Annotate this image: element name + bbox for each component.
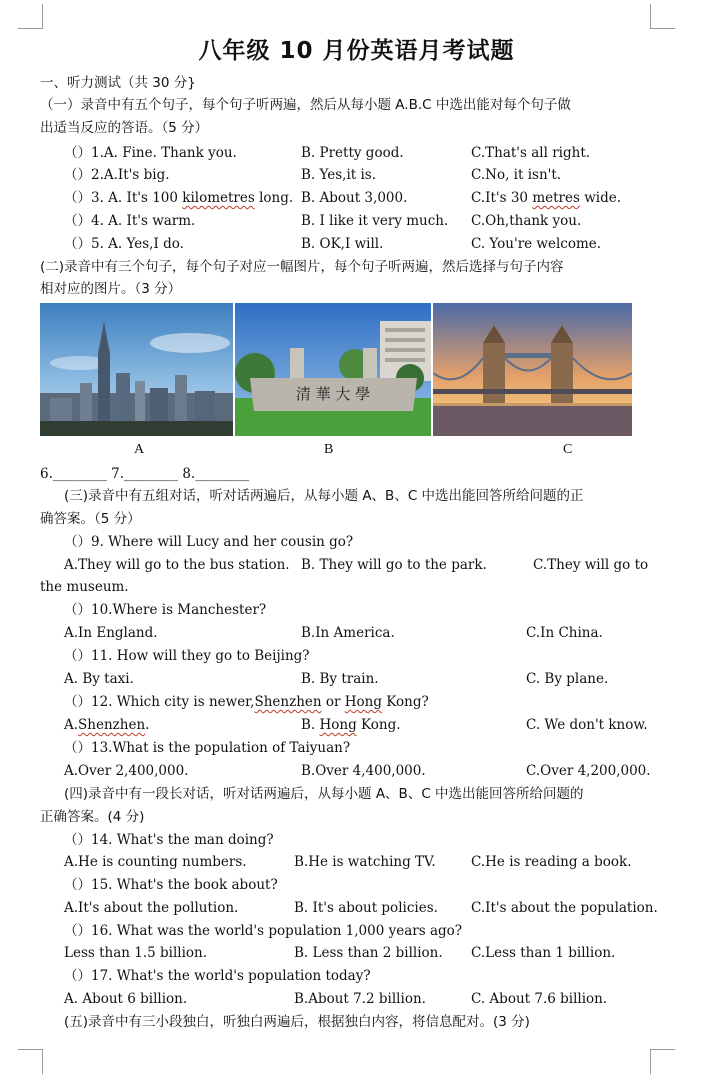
page-title: 八年级 10 月份英语月考试题 (198, 38, 515, 64)
option-b: B. By train. (301, 671, 379, 687)
option-a: A.Over 2,400,000. (64, 763, 189, 779)
question-5: （）5. A. Yes,I do. (64, 236, 184, 252)
option-b: B. I like it very much. (301, 213, 449, 229)
option-b (301, 716, 401, 734)
part2-instruction: (二)录音中有三个句子，每个句子对应一幅图片，每个句子听两遍，然后选择与句子内容 (40, 259, 564, 275)
question-2: （）2.A.It's big. (64, 167, 170, 183)
option-b-text: B. (301, 717, 320, 733)
option-b: B. Pretty good. (301, 145, 404, 161)
spell-flag: metres (532, 190, 580, 206)
option-c-text: C.It's 30 (471, 190, 533, 206)
option-a: A.It's about the pollution. (64, 900, 239, 916)
option-a: Less than 1.5 billion. (64, 945, 208, 961)
part3-instruction: (三)录音中有五组对话，听对话两遍后，从每小题 A、B、C 中选出能回答所给问题的正 (64, 488, 584, 504)
option-a: A.In England. (64, 625, 158, 641)
option-a-text-end: . (145, 717, 150, 733)
question-13: （）13.What is the population of Taiyuan? (64, 740, 351, 756)
option-c: C.It's about the population. (471, 900, 658, 916)
option-b: B. Yes,it is. (301, 167, 377, 183)
option-a: A.They will go to the bus station. (64, 557, 290, 573)
option-c: C. By plane. (526, 671, 609, 687)
option-c: C.No, it isn't. (471, 167, 562, 183)
option-b: B.In America. (301, 625, 395, 641)
question-12 (64, 693, 429, 711)
picture-a-skyline (40, 303, 233, 436)
spell-flag: Hong (319, 717, 357, 733)
question-12-text-mid: or (321, 694, 345, 710)
option-a-text: A. (64, 717, 79, 733)
option-c-cont: the museum. (40, 579, 129, 595)
question-3-text: （）3. A. It's 100 (64, 190, 183, 206)
question-16: （）16. What was the world's population 1,000 years ago? (64, 923, 463, 939)
question-3 (64, 189, 293, 207)
question-10: （）10.Where is Manchester? (64, 602, 267, 618)
part3-instruction-cont: 确答案。（5 分） (40, 511, 141, 527)
option-a: A.He is counting numbers. (64, 854, 247, 870)
option-c: C.Oh,thank you. (471, 213, 582, 229)
part2-instruction-cont: 相对应的图片。（3 分） (40, 281, 182, 297)
spell-flag: Shenzhen (78, 717, 146, 733)
question-12-text-end: Kong? (382, 694, 429, 710)
question-11: （）11. How will they go to Beijing? (64, 648, 310, 664)
corner-mark-bottom-right (650, 1049, 675, 1074)
option-b: B. It's about policies. (294, 900, 438, 916)
option-c: C. You're welcome. (471, 236, 602, 252)
part1-instruction-cont: 出适当反应的答语。（5 分） (40, 120, 209, 136)
question-9: （）9. Where will Lucy and her cousin go? (64, 534, 354, 550)
part1-instruction: （一）录音中有五个句子，每个句子听两遍，然后从每小题 A.B.C 中选出能对每个句子做 (40, 97, 571, 113)
corner-mark-top-right (650, 4, 675, 29)
option-c: C.They will go to (533, 557, 649, 573)
question-1: （）1.A. Fine. Thank you. (64, 145, 237, 161)
option-b: B.Over 4,400,000. (301, 763, 426, 779)
option-a: A. By taxi. (64, 671, 134, 687)
option-b-text-end: Kong. (356, 717, 401, 733)
option-b: B.About 7.2 billion. (294, 991, 426, 1007)
option-a: A. About 6 billion. (64, 991, 188, 1007)
picture-c-caption: C (563, 442, 573, 457)
option-a (64, 716, 149, 734)
option-c: C.That's all right. (471, 145, 591, 161)
question-4: （）4. A. It's warm. (64, 213, 196, 229)
question-14: （）14. What's the man doing? (64, 832, 274, 848)
option-c: C. About 7.6 billion. (471, 991, 608, 1007)
option-c: C.He is reading a book. (471, 854, 632, 870)
option-b: B. OK,I will. (301, 236, 384, 252)
spell-flag: Hong (344, 694, 382, 710)
picture-c-bridge (433, 303, 632, 436)
picture-b-caption: B (324, 442, 334, 457)
option-c-text-end: wide. (579, 190, 621, 206)
question-15: （）15. What's the book about? (64, 877, 278, 893)
part4-instruction: (四)录音中有一段长对话，听对话两遍后，从每小题 A、B、C 中选出能回答所给问题的 (64, 786, 584, 802)
option-c: C. We don't know. (526, 717, 648, 733)
answer-blanks: 6.________ 7.________ 8.________ (40, 466, 250, 482)
question-3-text-end: long. (254, 190, 294, 206)
option-c: C.Less than 1 billion. (471, 945, 616, 961)
part4-instruction-cont: 正确答案。(4 分) (40, 809, 145, 825)
option-b: B. They will go to the park. (301, 557, 487, 573)
section-heading: 一、听力测试（共 30 分} (40, 75, 196, 91)
picture-a-caption: A (134, 442, 145, 457)
gate-sign-text: 清 華 大 學 (295, 385, 371, 403)
option-c: C.Over 4,200,000. (526, 763, 651, 779)
option-c: C.In China. (526, 625, 603, 641)
option-b: B. Less than 2 billion. (294, 945, 443, 961)
question-17: （）17. What's the world's population today? (64, 968, 371, 984)
option-c (471, 189, 621, 207)
spell-flag: kilometres (182, 190, 255, 206)
picture-b-university-gate (235, 303, 431, 436)
part5-instruction: (五)录音中有三小段独白，听独白两遍后，根据独白内容，将信息配对。(3 分) (64, 1014, 530, 1030)
question-12-text: （）12. Which city is newer, (64, 694, 255, 710)
option-b: B.He is watching TV. (294, 854, 436, 870)
spell-flag: Shenzhen (254, 694, 322, 710)
corner-mark-bottom-left (18, 1049, 43, 1074)
option-b: B. About 3,000. (301, 190, 408, 206)
corner-mark-top-left (18, 4, 43, 29)
